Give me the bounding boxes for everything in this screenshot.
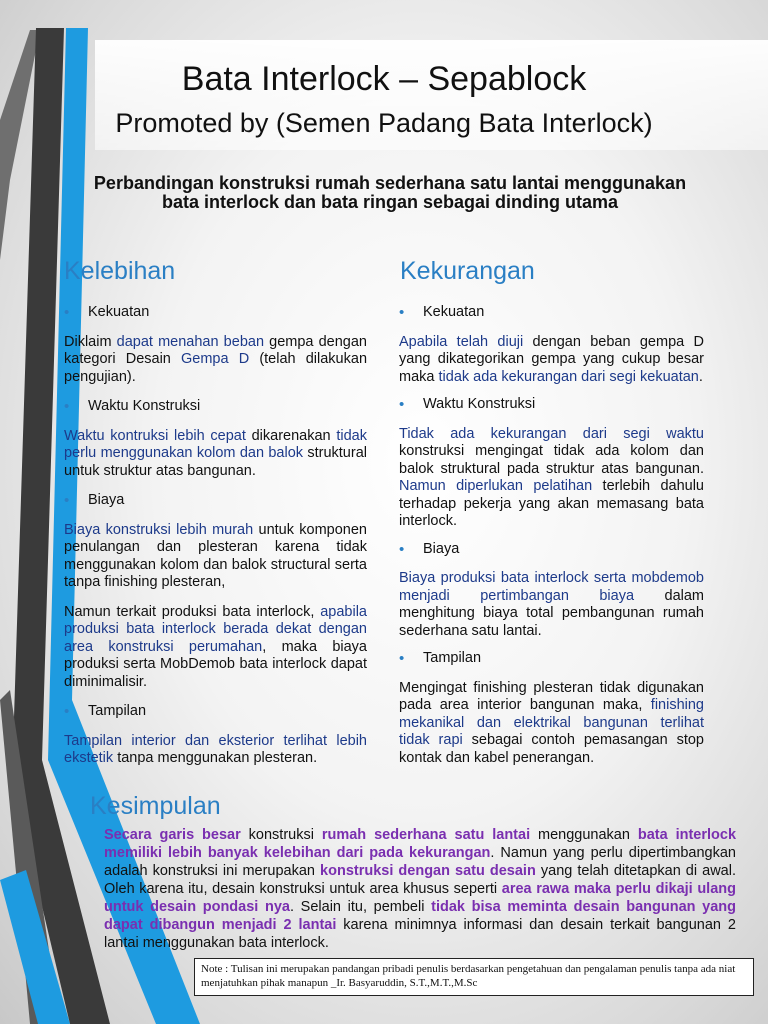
bullet-icon: • [399,396,405,413]
bullet-waktu [64,398,367,416]
bullet-icon: • [64,703,70,720]
bullet-waktu [399,396,704,414]
bullet-label: Kekuatan [88,304,150,320]
kekuatan-text: Diklaim dapat menahan beban gempa dengan kategori Desain Gempa D (telah dilakukan pengujian). [64,333,368,385]
kelebihan-column [64,304,367,768]
bullet-icon: • [64,398,70,415]
kekuatan-text: Apabila telah diuji dengan beban gempa D yang dikategorikan gempa yang cukup besar maka tidak ada kekurangan dari segi kekuatan. [399,333,704,385]
biaya-text-2: Namun terkait produksi bata interlock, apabila produksi bata interlock berada dekat dengan area konstruksi perumahan, maka biaya produksi serta MobDemob bata interlock dapat diminimalisir. [64,603,367,690]
bullet-biaya [399,541,704,559]
bullet-icon: • [64,304,70,321]
bullet-kekuatan [399,304,704,322]
bullet-tampilan [64,703,367,721]
bullet-label: Waktu Konstruksi [423,396,536,412]
tampilan-text: Mengingat finishing plesteran tidak digunakan pada area interior bangunan maka, finishing mekanikal dan elektrikal bangunan terlihat tidak rapi sebagai contoh pemasangan stop kontak dan kabel penerangan. [399,679,704,766]
kekurangan-title: Kekurangan [400,257,535,285]
bullet-icon: • [64,492,70,509]
bullet-tampilan [399,650,704,668]
bullet-icon: • [399,540,405,558]
document-heading: Perbandingan konstruksi rumah sederhana satu lantai menggunakan bata interlock dan bata ringan sebagai dinding utama [93,173,687,212]
kesimpulan-title: Kesimpulan [90,792,221,820]
bullet-label: Tampilan [88,703,147,719]
bullet-label: Biaya [88,492,125,508]
kekurangan-column [399,304,704,767]
kesimpulan-text: Secara garis besar konstruksi rumah sederhana satu lantai menggunakan bata interlock memiliki lebih banyak kelebihan dari pada kekurangan. Namun yang perlu dipertimbangkan adalah konstruksi ini merupakan konstruksi dengan satu desain yang telah ditetapkan di awal. Oleh karena itu, desain konstruksi untuk area khusus seperti area rawa maka perlu dikaji ulang untuk desain pondasi nya. Selain itu, pembeli tidak bisa meminta desain bangunan yang dapat dibangun menjadi 2 lantai karena minimnya informasi dan desain terkait bangunan 2 lantai menggunakan bata interlock. [104,827,737,951]
bullet-label: Waktu Konstruksi [88,398,201,414]
waktu-text: Tidak ada kekurangan dari segi waktu konstruksi mengingat tidak ada kolom dan balok struktural pada struktur atas bangunan. Namun diperlukan pelatihan terlebih dahulu terhadap pekerja yang akan memasang bata interlock. [399,425,704,529]
tampilan-text: Tampilan interior dan eksterior terlihat lebih ekstetik tanpa menggunakan plesteran. [64,732,367,766]
page-title: Bata Interlock – Sepablock [181,60,587,98]
bullet-label: Kekuatan [423,304,485,320]
biaya-text: Biaya produksi bata interlock serta mobdemob menjadi pertimbangan biaya dalam menghitung biaya total pembangunan rumah sederhana satu lantai. [399,570,705,639]
waktu-text: Waktu kontruksi lebih cepat dikarenakan tidak perlu menggunakan kolom dan balok struktural untuk struktur atas bangunan. [64,427,367,479]
bullet-label: Biaya [423,540,460,557]
bullet-biaya [64,492,367,510]
bullet-kekuatan [64,304,367,322]
kelebihan-title: Kelebihan [64,257,176,285]
page-subtitle: Promoted by (Semen Padang Bata Interlock) [115,108,653,138]
bullet-label: Tampilan [423,650,482,666]
bullet-icon: • [399,304,405,321]
author-note: Note : Tulisan ini merupakan pandangan pribadi penulis berdasarkan pengetahuan dan pengalaman penulis tanpa ada niat menjatuhkan pihak manapun _Ir. Basyaruddin, S.T.,M.T.,M.Sc [194,958,754,996]
bullet-icon: • [399,650,405,667]
biaya-text: Biaya konstruksi lebih murah untuk komponen penulangan dan plesteran karena tidak menggunakan kolom dan balok structural serta tanpa finishing plesteran, [64,521,367,590]
